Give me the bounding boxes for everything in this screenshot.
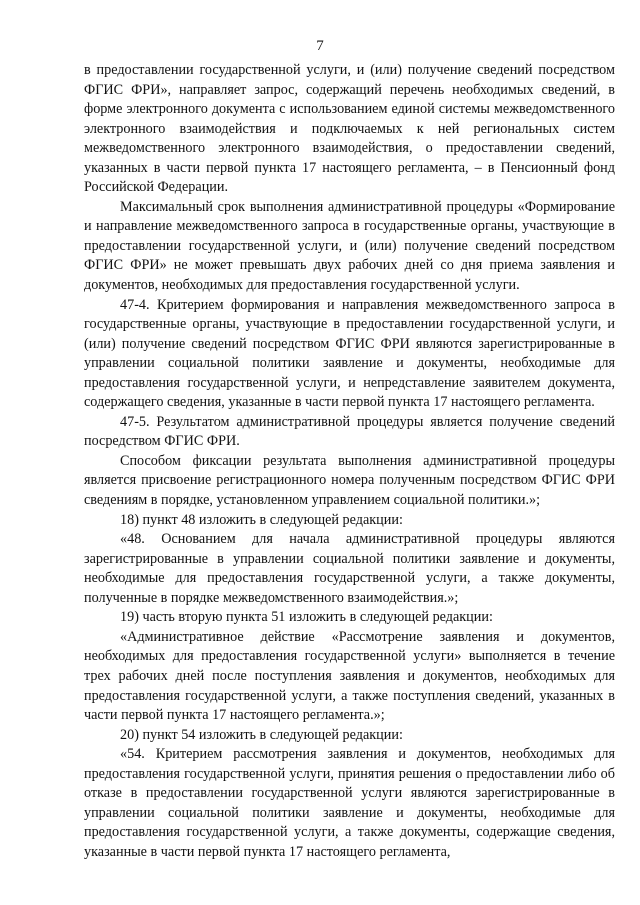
paragraph-48: «48. Основанием для начала административной процедуры являются зарегистрированные в управлении социальной политики заявление и документы, необходимые для предоставления государственной услуги, а также документы, полученные в порядке межведомственного взаимодействия.»; bbox=[84, 531, 615, 606]
paragraph-47-5: 47-5. Результатом административной процедуры является получение сведений посредством ФГИС ФРИ. bbox=[84, 413, 615, 450]
page-number: 7 bbox=[316, 38, 324, 54]
amendment-item-19: 19) часть вторую пункта 51 изложить в следующей редакции: bbox=[120, 609, 493, 626]
paragraph-max-duration: Максимальный срок выполнения административной процедуры «Формирование и направление межведомственного запроса в государственные органы, участвующие в предоставлении государственной услуги, и (или) получение сведений посредством ФГИС ФРИ» не может превышать двух рабочих дней со дня приема заявления и документов, необходимых для предоставления государственной услуги. bbox=[84, 198, 615, 294]
paragraph-47-4: 47-4. Критерием формирования и направления межведомственного запроса в государственные органы, участвующие в предоставлении государственной услуги, и (или) получение сведений посредством ФГИС ФРИ являются зарегистрированные в управлении социальной политики заявление и документы, необходимые для предоставления государственной услуги, и непредставление заявителем документа, содержащего сведения, указанные в части первой пункта 17 настоящего регламента. bbox=[84, 296, 615, 411]
paragraph-fixation-method: Способом фиксации результата выполнения административной процедуры является присвоение регистрационного номера полученным посредством ФГИС ФРИ сведениям в порядке, установленном управлением социальной политики.»; bbox=[84, 452, 615, 509]
document-body bbox=[84, 61, 615, 862]
amendment-item-18: 18) пункт 48 изложить в следующей редакции: bbox=[120, 511, 403, 528]
paragraph-51-part-2: «Административное действие «Рассмотрение заявления и документов, необходимых для предоставления государственной услуги» выполняется в течение трех рабочих дней после поступления заявления и документов, необходимых для предоставления государственной услуги, а также поступления сведений, указанных в части первой пункта 17 настоящего регламента.»; bbox=[84, 628, 615, 724]
paragraph-54: «54. Критерием рассмотрения заявления и документов, необходимых для предоставления государственной услуги, принятия решения о предоставлении либо об отказе в предоставлении государственной услуги являются зарегистрированные в управлении социальной политики заявление и документы, необходимые для предоставления государственной услуги, а также документы, содержащие сведения, указанные в части первой пункта 17 настоящего регламента, bbox=[84, 746, 615, 860]
paragraph-continuation: в предоставлении государственной услуги, и (или) получение сведений посредством ФГИС ФРИ», направляет запрос, содержащий перечень необходимых сведений, в форме электронного документа с использованием единой системы межведомственного электронного взаимодействия и подключаемых к ней региональных систем межведомственного электронного взаимодействия, о предоставлении сведений, указанных в части первой пункта 17 настоящего регламента, – в Пенсионный фонд Российской Федерации. bbox=[84, 62, 615, 196]
amendment-item-20: 20) пункт 54 изложить в следующей редакции: bbox=[120, 726, 403, 743]
